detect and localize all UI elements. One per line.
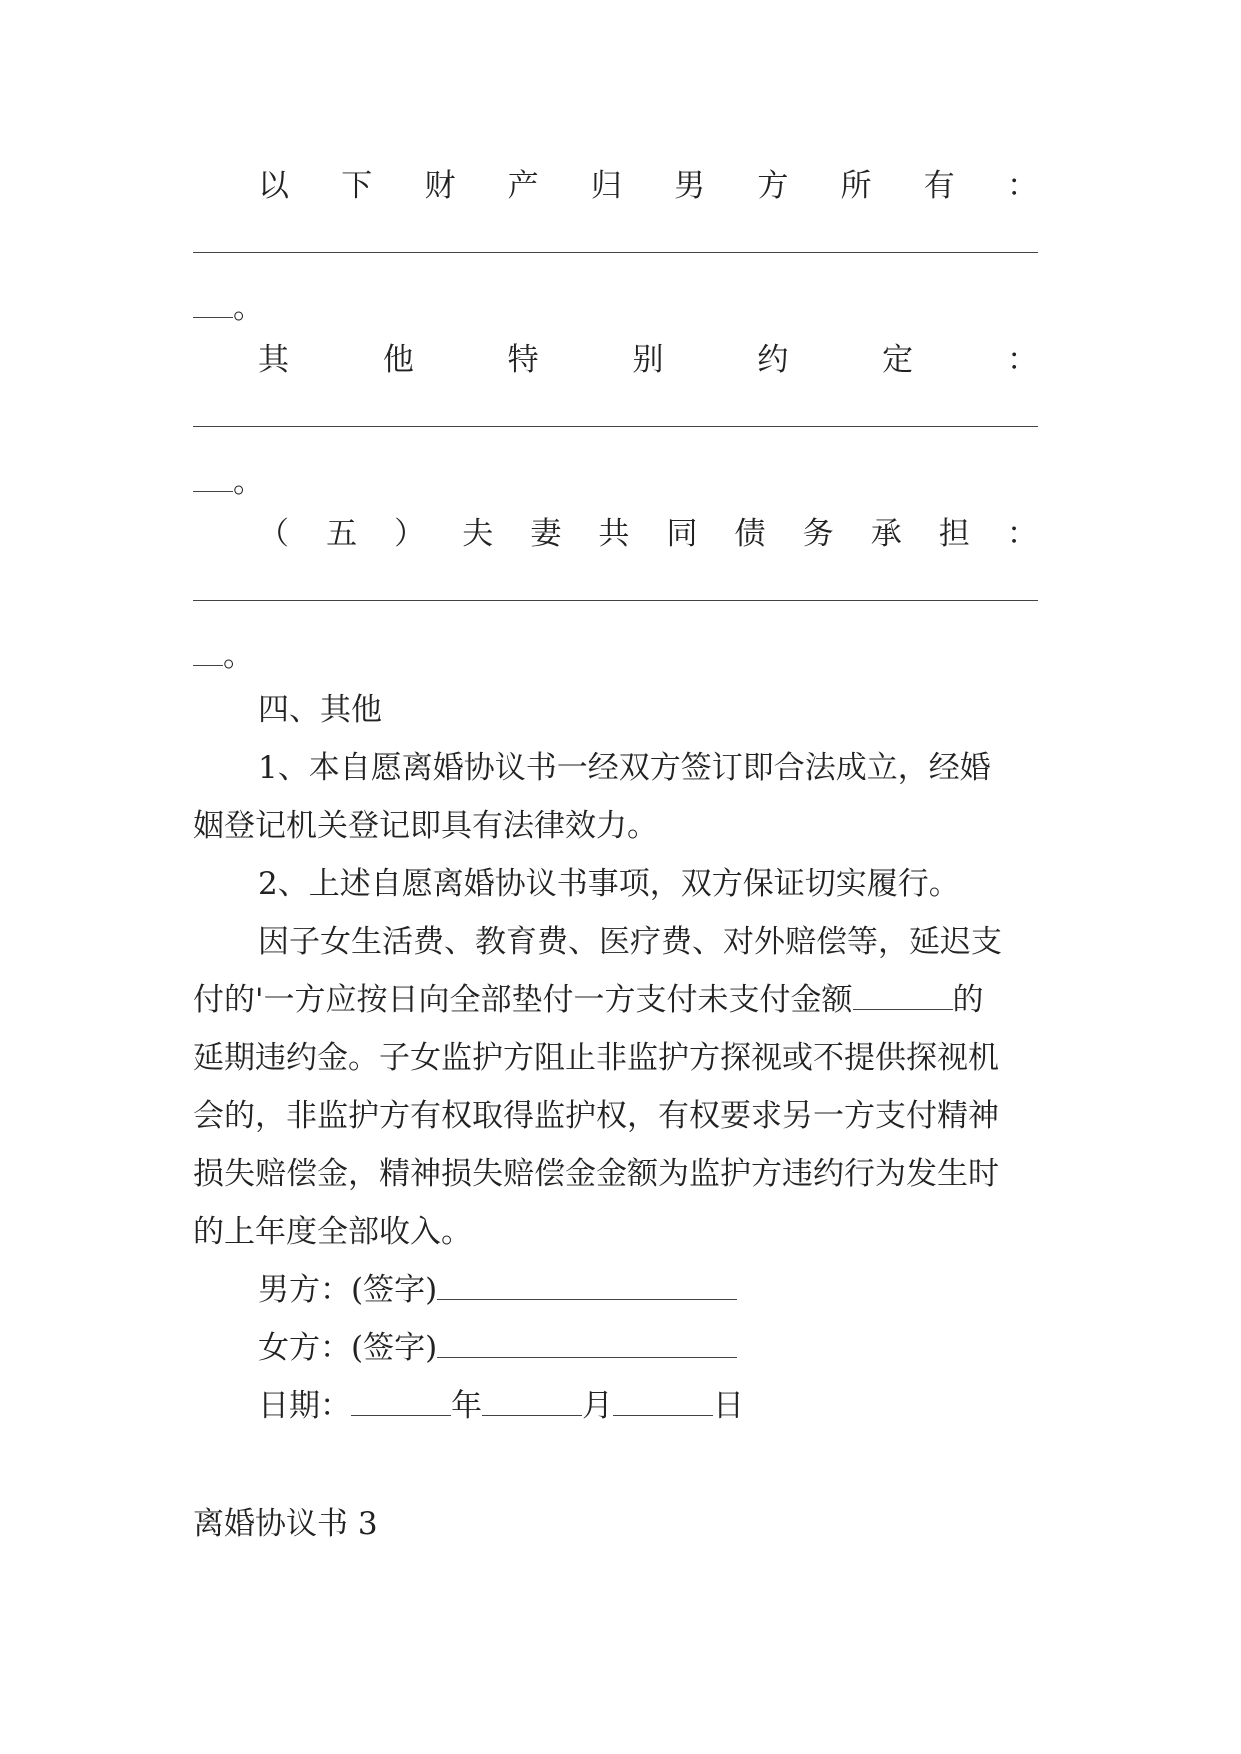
fill-in-blank xyxy=(193,637,223,666)
clause-1-line-1: 1、本自愿离婚协议书一经双方签订即合法成立，经婚 xyxy=(258,750,991,786)
fill-in-tail xyxy=(193,462,264,502)
penalty-paragraph-line-2 xyxy=(193,980,1053,1020)
char: 妻 xyxy=(530,516,562,552)
char: ： xyxy=(1006,168,1038,204)
char: 产 xyxy=(507,168,539,204)
fill-in-tail xyxy=(193,288,264,328)
date-label: 日期： xyxy=(258,1388,351,1424)
char: 承 xyxy=(870,516,902,552)
char: 特 xyxy=(507,342,539,378)
joint-debt-heading xyxy=(258,514,1038,554)
male-signature-label: 男方：(签字) xyxy=(258,1272,438,1308)
penalty-text-end: 的 xyxy=(952,982,984,1018)
female-signature-row xyxy=(258,1328,1053,1368)
male-signature-blank xyxy=(437,1273,737,1300)
clause-1-line-2: 姻登记机关登记即具有法律效力。 xyxy=(193,808,658,844)
penalty-text: 付的'一方应按日向全部垫付一方支付未支付金额 xyxy=(193,982,853,1018)
char: 其 xyxy=(258,342,289,378)
char: 下 xyxy=(341,168,373,204)
fill-in-line xyxy=(193,600,1038,601)
penalty-paragraph-line-6: 的上年度全部收入。 xyxy=(193,1214,472,1250)
date-row xyxy=(258,1386,1053,1426)
day-label: 日 xyxy=(713,1388,744,1424)
property-male-heading xyxy=(258,166,1038,206)
penalty-paragraph-line-4: 会的，非监护方有权取得监护权，有权要求另一方支付精神 xyxy=(193,1098,999,1134)
char: ） xyxy=(394,516,426,552)
penalty-paragraph-line-5: 损失赔偿金，精神损失赔偿金金额为监护方违约行为发生时 xyxy=(193,1156,999,1192)
char: 男 xyxy=(674,168,706,204)
female-signature-label: 女方：(签字) xyxy=(258,1330,438,1366)
male-signature-row xyxy=(258,1270,1053,1310)
next-document-title: 离婚协议书 3 xyxy=(193,1506,378,1542)
fill-in-tail xyxy=(193,636,254,676)
char: ： xyxy=(1006,342,1038,378)
clause-2: 2、上述自愿离婚协议书事项，双方保证切实履行。 xyxy=(258,866,960,902)
char: 所 xyxy=(840,168,872,204)
day-blank xyxy=(613,1389,713,1416)
char: 别 xyxy=(632,342,664,378)
fill-in-blank xyxy=(193,463,233,492)
section-heading: 四、其他 xyxy=(258,692,382,728)
char: 有 xyxy=(923,168,955,204)
char: 债 xyxy=(734,516,766,552)
fill-in-line xyxy=(193,252,1038,253)
penalty-paragraph-line-3: 延期违约金。子女监护方阻止非监护方探视或不提供探视机 xyxy=(193,1040,999,1076)
month-label: 月 xyxy=(582,1388,613,1424)
fill-in-blank xyxy=(193,289,233,318)
amount-blank xyxy=(853,983,953,1010)
char: 以 xyxy=(258,168,289,204)
female-signature-blank xyxy=(437,1331,737,1358)
special-agreement-heading xyxy=(258,340,1038,380)
char: 五 xyxy=(326,516,358,552)
char: 方 xyxy=(757,168,789,204)
year-blank xyxy=(351,1389,451,1416)
period: 。 xyxy=(233,464,264,500)
char: ： xyxy=(1006,516,1038,552)
char: （ xyxy=(258,516,289,552)
char: 归 xyxy=(590,168,622,204)
char: 担 xyxy=(938,516,970,552)
month-blank xyxy=(482,1389,582,1416)
char: 财 xyxy=(424,168,456,204)
char: 共 xyxy=(598,516,630,552)
char: 同 xyxy=(666,516,698,552)
year-label: 年 xyxy=(451,1388,482,1424)
char: 定 xyxy=(882,342,914,378)
char: 约 xyxy=(757,342,789,378)
char: 他 xyxy=(382,342,414,378)
period: 。 xyxy=(223,638,254,674)
fill-in-line xyxy=(193,426,1038,427)
char: 务 xyxy=(802,516,834,552)
period: 。 xyxy=(233,290,264,326)
char: 夫 xyxy=(462,516,494,552)
penalty-paragraph-line-1: 因子女生活费、教育费、医疗费、对外赔偿等，延迟支 xyxy=(258,924,1002,960)
